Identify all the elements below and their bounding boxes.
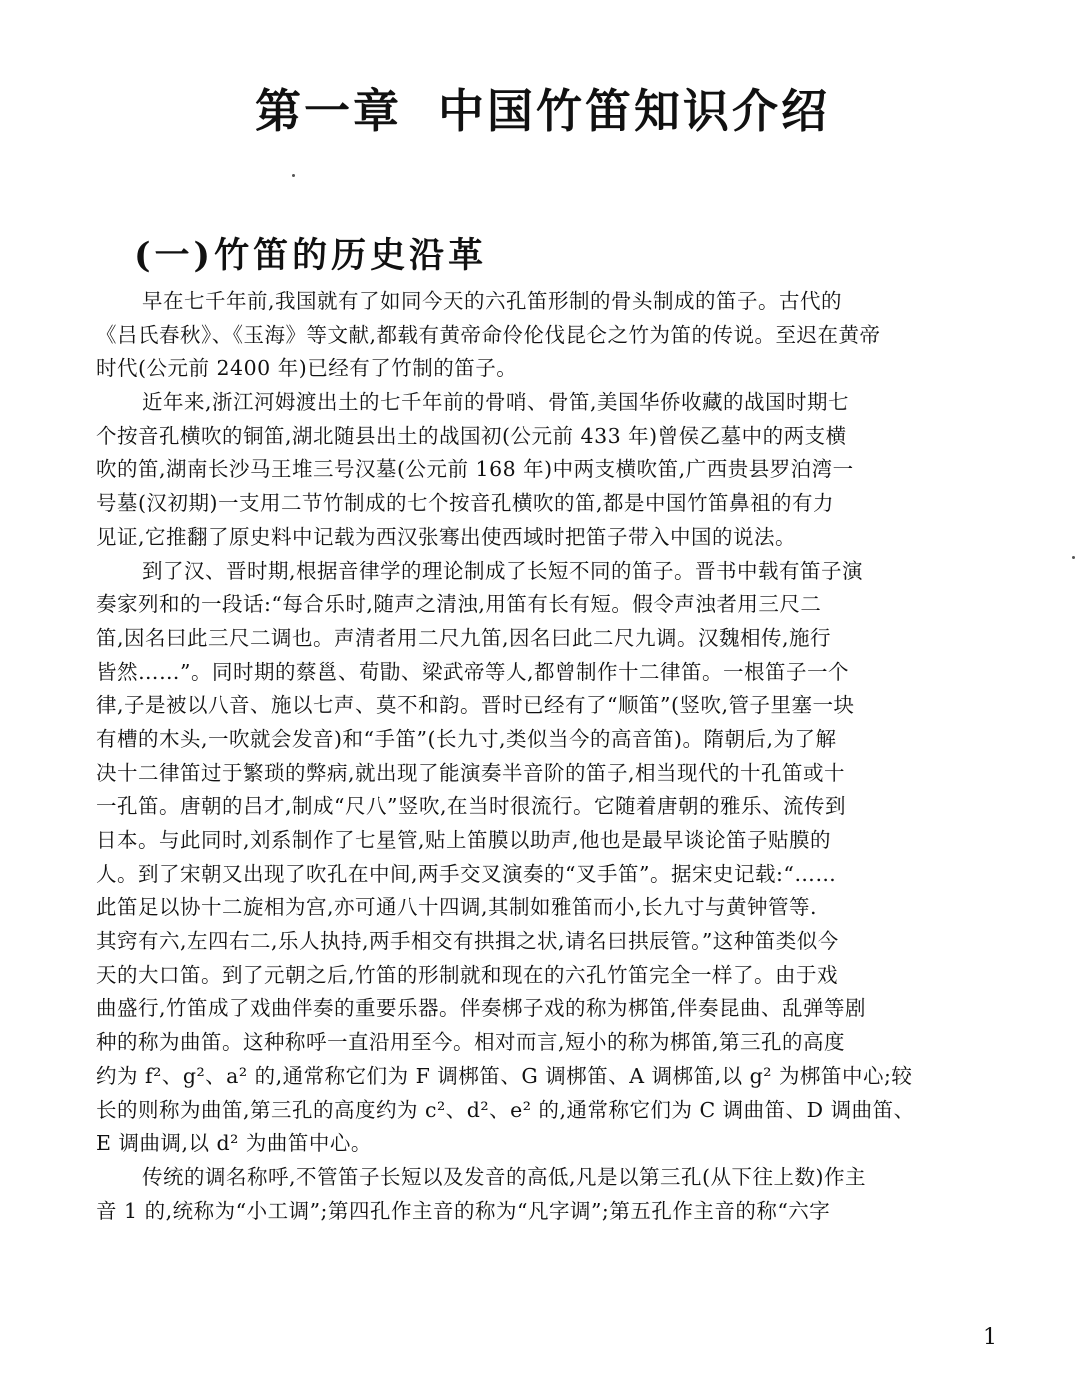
chapter-title [0,83,1085,139]
chapter-name: 中国竹笛知识介绍 [438,83,830,138]
text-line: 天的大口笛。到了元朝之后,竹笛的形制就和现在的六孔竹笛完全一样了。由于戏 [96,962,839,987]
text-line: 其窍有六,左四右二,乐人执持,两手相交有拱揖之状,请名曰拱辰管。”这种笛类似今 [96,929,839,954]
text-line: 皆然……”。同时期的蔡邕、荀勖、梁武帝等人,都曾制作十二律笛。一根笛子一个 [96,659,849,684]
text-line: 人。到了宋朝又出现了吹孔在中间,两手交叉演奏的“叉手笛”。据宋史记载:“…… [96,861,837,886]
text-line: 到了汉、晋时期,根据音律学的理论制成了长短不同的笛子。晋书中载有笛子演 [142,558,864,583]
text-line: 奏家列和的一段话:“每合乐时,随声之清浊,用笛有长有短。假令声浊者用三尺二 [96,592,822,617]
text-line: 近年来,浙江河姆渡出土的七千年前的骨哨、骨笛,美国华侨收藏的战国时期七 [142,390,850,415]
text-line: 曲盛行,竹笛成了戏曲伴奏的重要乐器。伴奏梆子戏的称为梆笛,伴奏昆曲、乱弹等剧 [96,996,867,1021]
text-line: 一孔笛。唐朝的吕才,制成“尺八”竖吹,在当时很流行。它随着唐朝的雅乐、流传到 [96,794,846,819]
text-line: 决十二律笛过于繁琐的弊病,就出现了能演奏半音阶的笛子,相当现代的十孔笛或十 [96,760,846,785]
text-line: 日本。与此同时,刘系制作了七星管,贴上笛膜以助声,他也是最早谈论笛子贴膜的 [96,828,832,852]
section-heading: (一)竹笛的历史沿革 [134,235,488,277]
text-line: 《吕氏春秋》、《玉海》等文献,都载有黄帝命伶伦伐昆仑之竹为笛的传说。至迟在黄帝 [96,322,881,347]
chapter-number: 第一章 [255,83,402,138]
text-line: 音 1 的,统称为“小工调”;第四孔作主音的称为“凡字调”;第五孔作主音的称“六字 [96,1198,831,1223]
text-line: E 调曲调,以 d² 为曲笛中心。 [96,1131,372,1156]
body-text [96,285,1016,1228]
text-line: 有槽的木头,一吹就会发音)和“手笛”(长九寸,类似当今的高音笛)。隋朝后,为了解 [96,726,837,751]
text-line: 种的称为曲笛。这种称呼一直沿用至今。相对而言,短小的称为梆笛,第三孔的高度 [96,1030,846,1055]
text-line: 时代(公元前 2400 年)已经有了竹制的笛子。 [96,356,518,381]
text-line: 此笛足以协十二旋相为宫,亦可通八十四调,其制如雅笛而小,长九寸与黄钟管等. [96,895,818,920]
text-line: 号墓(汉初期)一支用二节竹制成的七个按音孔横吹的笛,都是中国竹笛鼻祖的有力 [96,491,835,516]
text-line: 笛,因名曰此三尺二调也。声清者用二尺九笛,因名曰此二尺九调。汉魏相传,施行 [96,625,832,650]
text-line: 早在七千年前,我国就有了如同今天的六孔笛形制的骨头制成的笛子。古代的 [142,289,843,313]
text-line: 吹的笛,湖南长沙马王堆三号汉墓(公元前 168 年)中两支横吹笛,广西贵县罗泊湾一 [96,457,854,482]
scan-speck [1072,556,1075,559]
text-line: 传统的调名称呼,不管笛子长短以及发音的高低,凡是以第三孔(从下往上数)作主 [142,1164,867,1189]
scan-speck [292,174,295,177]
text-line: 律,子是被以八音、施以七声、莫不和韵。晋时已经有了“顺笛”(竖吹,管子里塞一块 [96,693,855,718]
page-number: 1 [983,1325,997,1350]
text-line: 见证,它推翻了原史料中记载为西汉张骞出使西域时把笛子带入中国的说法。 [96,524,797,549]
text-line: 个按音孔横吹的铜笛,湖北随县出土的战国初(公元前 433 年)曾侯乙墓中的两支横 [96,423,847,448]
text-line: 长的则称为曲笛,第三孔的高度约为 c²、d²、e² 的,通常称它们为 C 调曲笛、D 调曲笛、 [96,1097,915,1122]
text-line: 约为 f²、g²、a² 的,通常称它们为 F 调梆笛、G 调梆笛、A 调梆笛,以 g² 为梆笛中心;较 [96,1063,913,1088]
